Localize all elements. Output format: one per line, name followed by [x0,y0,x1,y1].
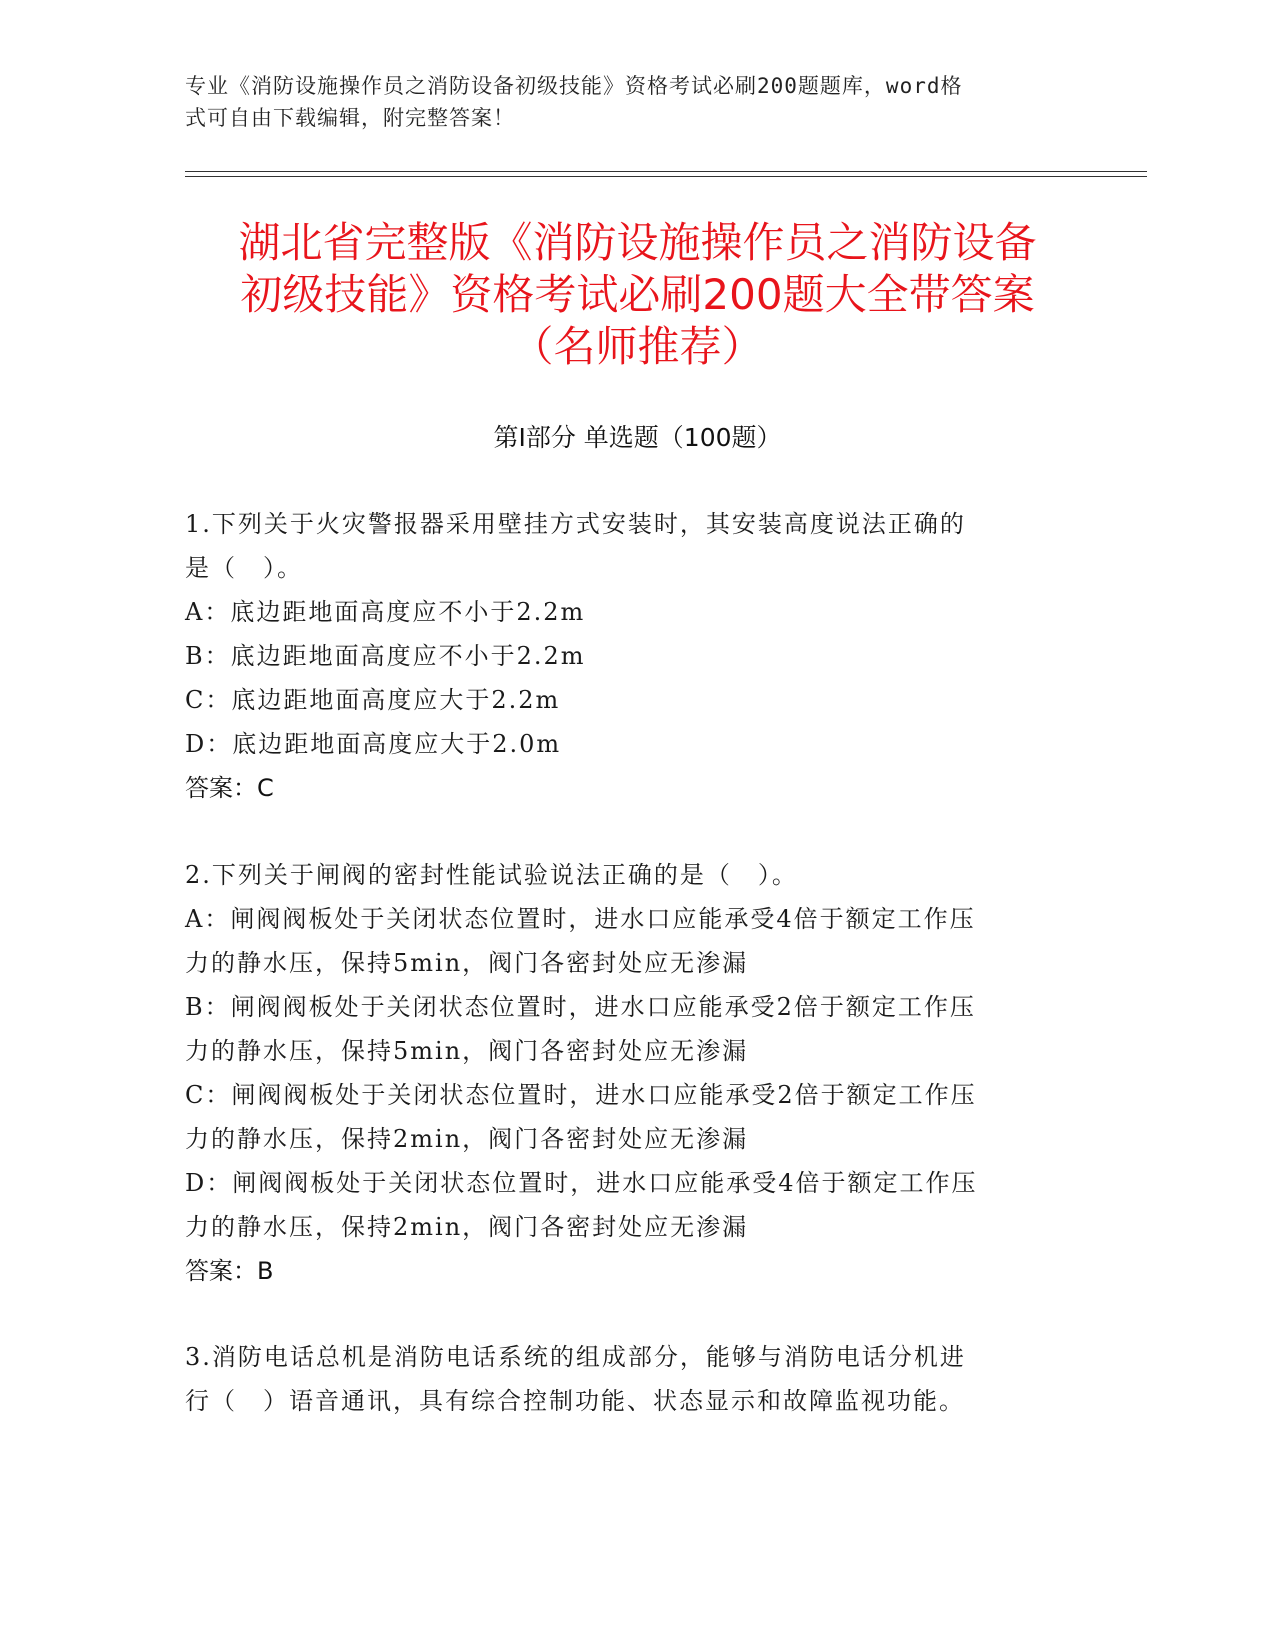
question-1-answer: 答案：C [185,774,274,802]
question-2-answer: 答案：B [185,1257,274,1285]
question-1-option-a: A：底边距地面高度应不小于2.2m [185,598,586,626]
question-2-option-c-line-2: 力的静水压，保持2min，阀门各密封处应无渗漏 [185,1125,749,1153]
question-2-option-c-line-1: C：闸阀阀板处于关闭状态位置时，进水口应能承受2倍于额定工作压 [185,1081,977,1109]
question-1-option-c: C：底边距地面高度应大于2.2m [185,686,561,714]
question-1-stem-line-2: 是（ ）。 [185,554,303,582]
question-1-option-d: D：底边距地面高度应大于2.0m [185,730,562,758]
question-2-option-a-line-1: A：闸阀阀板处于关闭状态位置时，进水口应能承受4倍于额定工作压 [185,905,976,933]
document-title-line-2: 初级技能》资格考试必刷200题大全带答案 [240,270,1035,319]
section-heading: 第Ⅰ部分 单选题（100题） [493,423,782,452]
question-2-option-d-line-1: D：闸阀阀板处于关闭状态位置时，进水口应能承受4倍于额定工作压 [185,1169,978,1197]
header-divider-top [185,171,1147,172]
question-1-option-b: B：底边距地面高度应不小于2.2m [185,642,586,670]
header-text-line-2: 式可自由下载编辑，附完整答案！ [185,106,515,130]
document-title-line-1: 湖北省完整版《消防设施操作员之消防设备 [238,218,1037,267]
question-2-option-a-line-2: 力的静水压，保持5min，阀门各密封处应无渗漏 [185,949,749,977]
question-2-option-b-line-2: 力的静水压，保持5min，阀门各密封处应无渗漏 [185,1037,749,1065]
header-text-line-1: 专业《消防设施操作员之消防设备初级技能》资格考试必刷200题题库，word格 [185,74,963,98]
question-2-stem-line-1: 2.下列关于闸阀的密封性能试验说法正确的是（ ）。 [185,861,798,889]
document-title-line-3: （名师推荐） [511,322,764,371]
question-1-stem-line-1: 1.下列关于火灾警报器采用壁挂方式安装时，其安装高度说法正确的 [185,510,966,538]
question-3-stem-line-2: 行（ ）语音通讯，具有综合控制功能、状态显示和故障监视功能。 [185,1387,965,1415]
question-3-stem-line-1: 3.消防电话总机是消防电话系统的组成部分，能够与消防电话分机进 [185,1343,966,1371]
header-divider-bottom [185,176,1147,177]
question-2-option-b-line-1: B：闸阀阀板处于关闭状态位置时，进水口应能承受2倍于额定工作压 [185,993,976,1021]
question-2-option-d-line-2: 力的静水压，保持2min，阀门各密封处应无渗漏 [185,1213,749,1241]
